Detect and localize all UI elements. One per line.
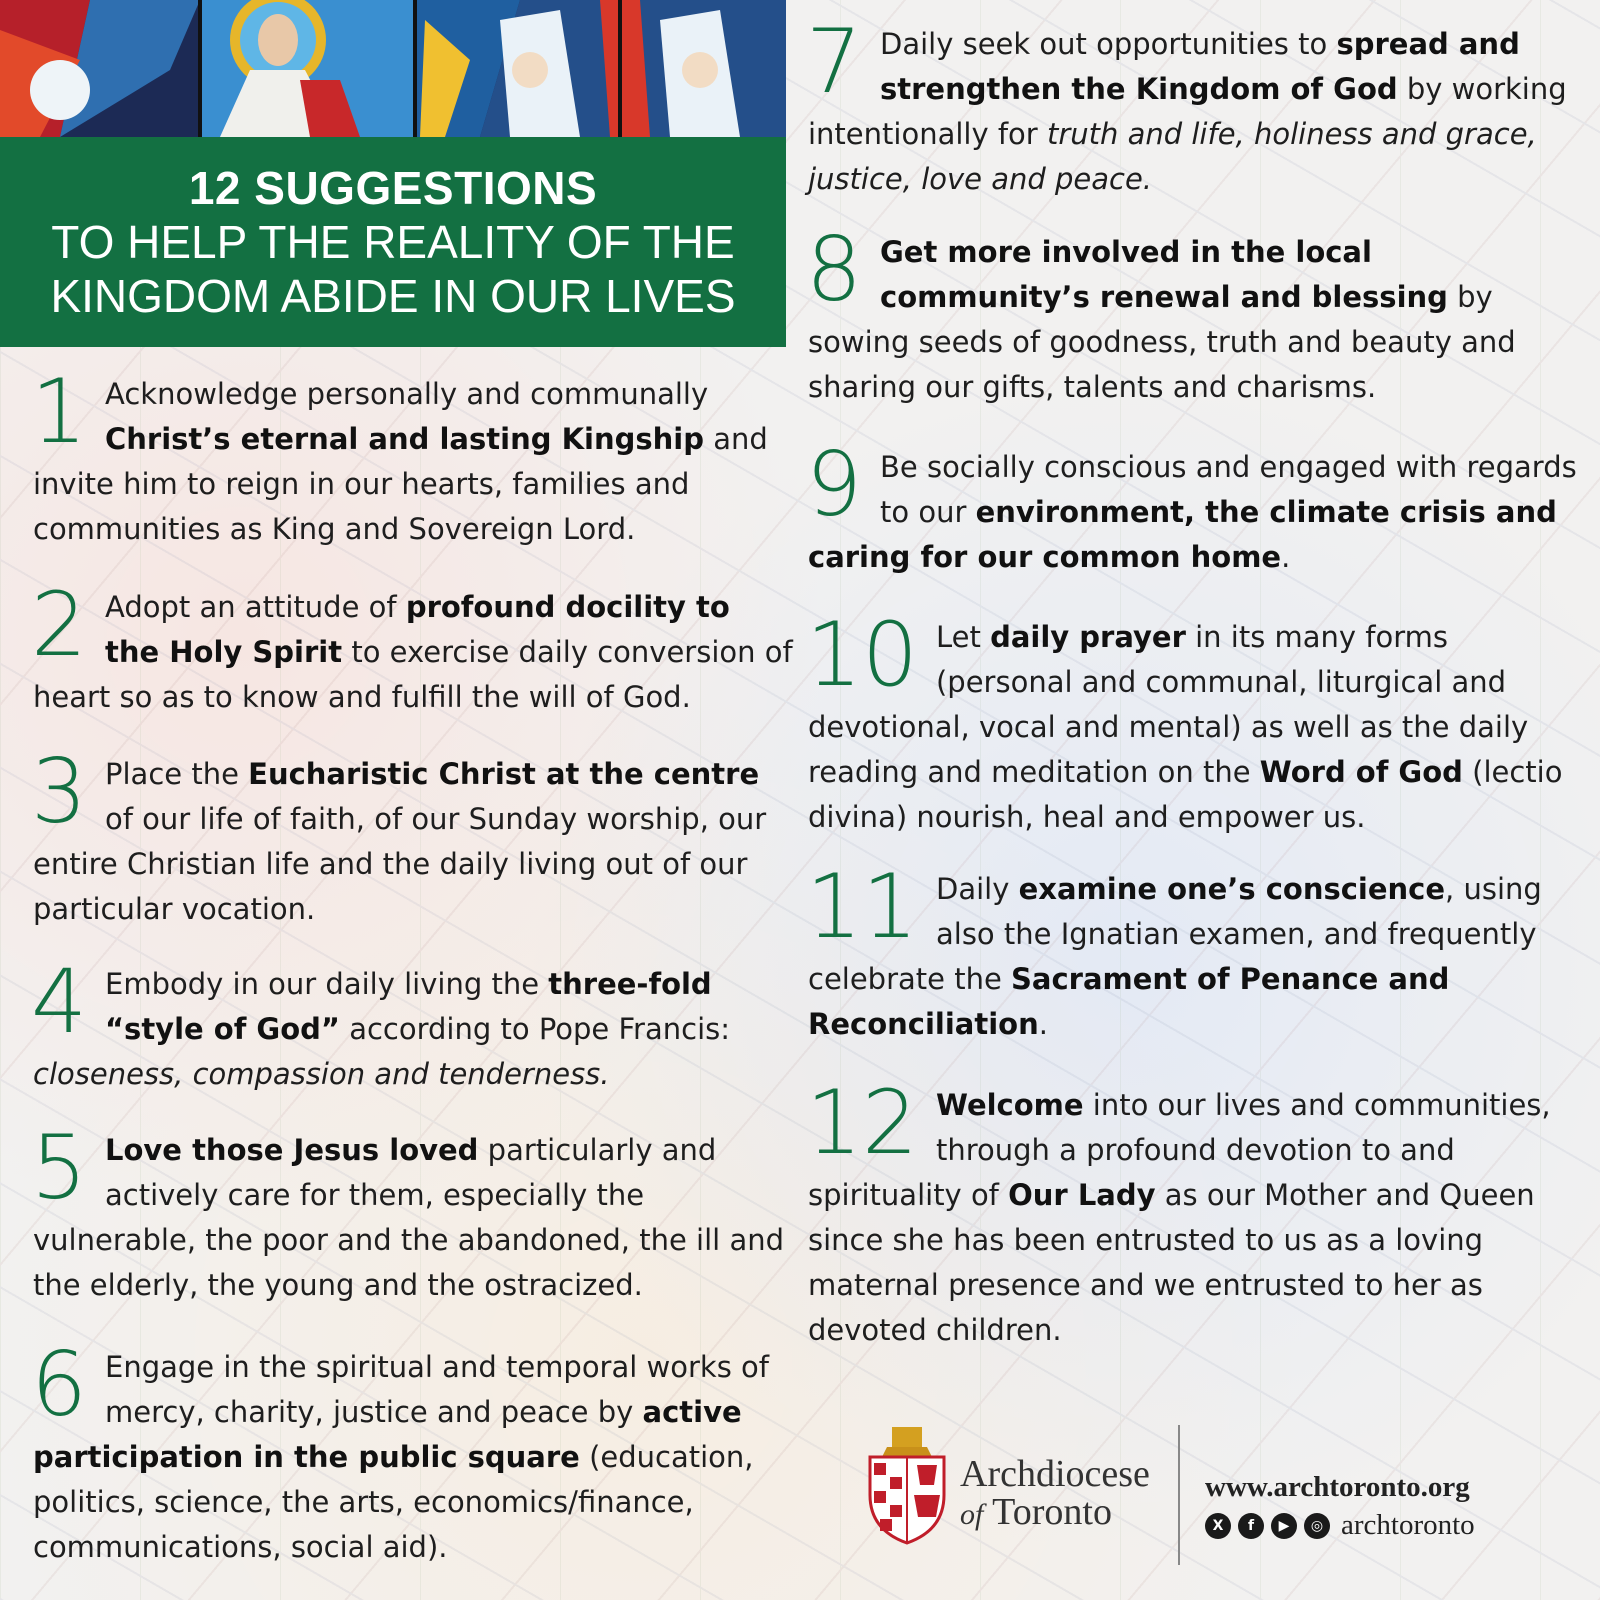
suggestion-text: as our Mother and Queen since she has been entrusted to us as a loving maternal presence and we entrusted to her as devoted children. [808,1178,1535,1347]
suggestion-item [806,603,1580,840]
suggestion-text: . [1281,540,1291,574]
archdiocese-crest-icon [862,1425,952,1545]
suggestion-highlight: profound docility to the Holy Spirit [105,590,730,669]
suggestion-item [31,740,793,932]
suggestion-highlight: Welcome [935,1088,1084,1122]
suggestion-highlight: Christ’s eternal and lasting Kingship [105,422,704,456]
facebook-icon[interactable]: f [1238,1513,1264,1539]
suggestion-text: Daily seek out opportunities to [880,27,1337,61]
suggestion-text: in its many forms (personal and communal, liturgical and devotional, vocal and mental) as well as the daily reading and meditation on the [808,620,1529,789]
suggestion-number: 11 [806,855,918,958]
suggestion-item [31,950,793,1097]
suggestion-highlight: Word of God [1259,755,1463,789]
suggestion-number: 6 [31,1333,87,1436]
suggestion-text: Place the [105,757,249,791]
suggestion-number: 1 [31,360,87,463]
org-of: of [960,1498,984,1531]
organization-name [960,1455,1150,1534]
suggestion-item [31,573,793,720]
suggestion-highlight: Our Lady [1008,1178,1156,1212]
suggestion-text: by working intentionally for [808,72,1567,151]
suggestion-highlight: environment, the climate crisis and caring for our common home [808,495,1557,574]
title-line-2: TO HELP THE REALITY OF THE [51,216,735,268]
title-banner [0,137,786,347]
suggestion-text: Engage in the spiritual and temporal works of mercy, charity, justice and peace by [105,1350,769,1429]
footer-logo [860,1425,1580,1565]
suggestion-highlight: active participation in the public square [33,1395,742,1474]
suggestion-text: by sowing seeds of goodness, truth and beauty and sharing our gifts, talents and charisms. [808,280,1516,404]
suggestion-item [31,360,793,552]
suggestion-item [806,1071,1580,1353]
suggestion-number: 8 [806,218,862,321]
suggestion-text: . [1038,1007,1048,1041]
suggestion-highlight: Eucharistic Christ at the centre [248,757,760,791]
suggestion-text: Daily [935,872,1019,906]
suggestion-text: Let [935,620,991,654]
suggestion-text: into our lives and communities, through a profound devotion to and spirituality of [808,1088,1551,1212]
suggestion-highlight: Get more involved in the local community’s renewal and blessing [880,235,1448,314]
suggestion-highlight: daily prayer [990,620,1186,654]
suggestion-text: according to Pope Francis: [339,1012,731,1046]
suggestion-item [806,433,1580,580]
suggestion-number: 12 [806,1071,918,1174]
suggestion-text: Embody in our daily living the [105,967,549,1001]
suggestion-text: particularly and actively care for them, especially the vulnerable, the poor and the abandoned, the ill and the elderly, the young and the ostracized. [33,1133,784,1302]
suggestion-item [806,218,1580,410]
website-link[interactable]: www.archtoronto.org [1205,1471,1470,1503]
org-line-1: Archdiocese [960,1453,1150,1495]
suggestion-text: Acknowledge personally and communally [105,377,709,411]
suggestion-number: 10 [806,603,918,706]
suggestion-text: of our life of faith, of our Sunday worship, our entire Christian life and the daily living out of our particular vocation. [33,802,767,926]
org-line-2: Toronto [992,1491,1112,1533]
title-line-3: KINGDOM ABIDE IN OUR LIVES [50,270,736,322]
suggestion-item [31,1333,793,1570]
suggestion-text: truth and life, holiness and grace, justice, love and peace. [808,117,1537,196]
suggestion-item [806,855,1580,1047]
footer-divider [1178,1425,1180,1565]
suggestion-text: and invite him to reign in our hearts, families and communities as King and Sovereign Lord. [33,422,768,546]
suggestion-number: 7 [806,10,862,113]
suggestion-item [806,10,1580,202]
suggestion-highlight: three-fold “style of God” [105,967,712,1046]
suggestion-number: 5 [31,1116,87,1219]
suggestion-number: 2 [31,573,87,676]
suggestion-text: to exercise daily conversion of heart so as to know and fulfill the will of God. [33,635,793,714]
suggestion-text: Adopt an attitude of [105,590,406,624]
suggestion-text: (education, politics, science, the arts, economics/finance, communications, social aid). [33,1440,754,1564]
suggestion-highlight: Love those Jesus loved [105,1133,479,1167]
youtube-icon[interactable]: ▶ [1271,1513,1297,1539]
instagram-icon[interactable]: ◎ [1304,1513,1330,1539]
suggestion-text: (lectio divina) nourish, heal and empower us. [808,755,1563,834]
suggestion-text: , using also the Ignatian examen, and frequently celebrate the [808,872,1542,996]
social-links [1205,1509,1475,1542]
suggestion-item [31,1116,793,1308]
suggestion-highlight: Sacrament of Penance and Reconciliation [808,962,1450,1041]
x-icon[interactable]: X [1205,1513,1231,1539]
suggestion-text: closeness, compassion and tenderness. [33,1057,610,1091]
suggestion-number: 4 [31,950,87,1053]
social-handle: archtoronto [1341,1509,1475,1541]
suggestion-number: 3 [31,740,87,843]
title-line-1: 12 SUGGESTIONS [188,162,598,214]
suggestion-highlight: examine one’s conscience [1018,872,1446,906]
suggestion-text: Be socially conscious and engaged with regards to our [880,450,1577,529]
suggestion-number: 9 [806,433,862,536]
stained-glass-image [0,0,786,137]
suggestion-highlight: spread and strengthen the Kingdom of God [880,27,1520,106]
